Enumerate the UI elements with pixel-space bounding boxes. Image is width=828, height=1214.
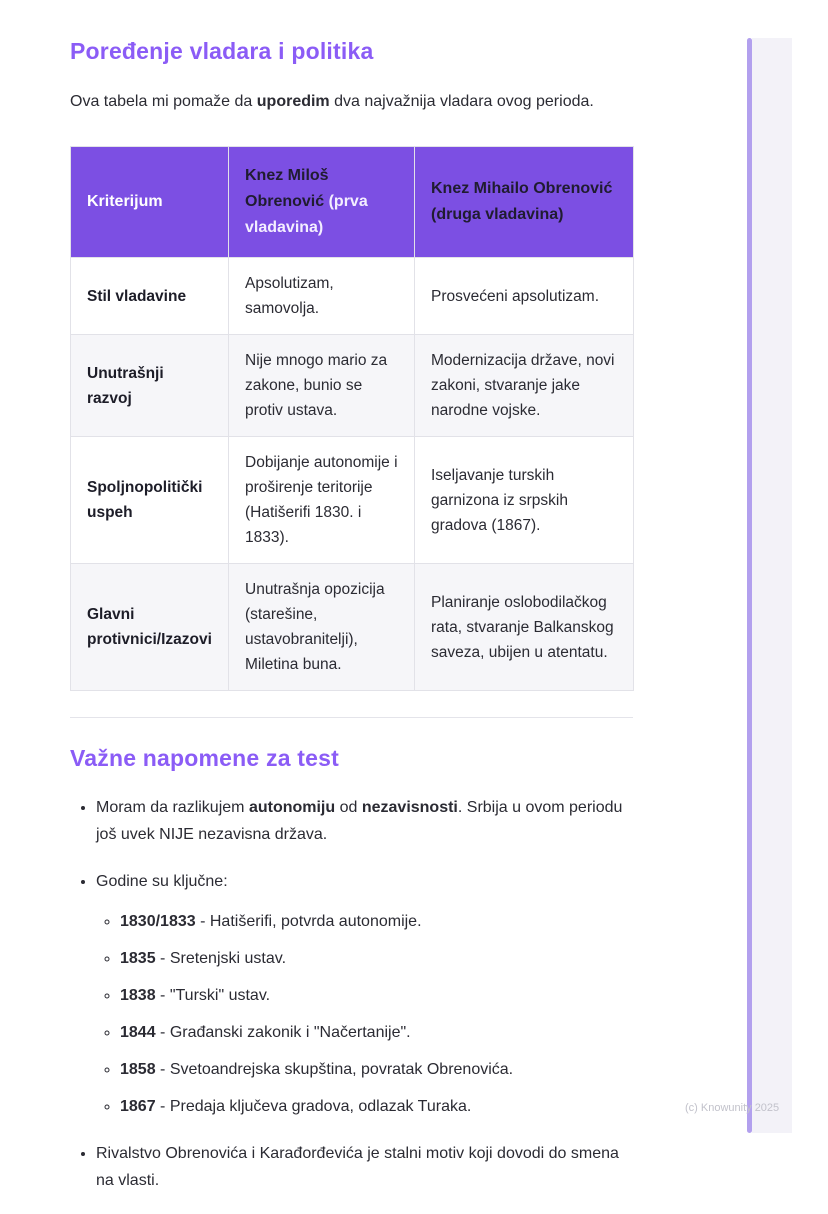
table-cell-milos: Unutrašnja opozicija (starešine, ustavobranitelji), Miletina buna. bbox=[229, 564, 415, 691]
notes-title: Važne napomene za test bbox=[70, 745, 339, 771]
list-item bbox=[120, 945, 630, 972]
year-label: 1830/1833 bbox=[120, 913, 196, 930]
list-item bbox=[120, 1056, 630, 1083]
table-cell-milos: Apsolutizam, samovolja. bbox=[229, 258, 415, 335]
document-content bbox=[70, 38, 725, 1214]
table-cell-milos: Nije mnogo mario za zakone, bunio se protiv ustava. bbox=[229, 335, 415, 437]
comparison-table bbox=[70, 146, 634, 691]
table-cell-mihailo: Iseljavanje turskih garnizona iz srpskih gradova (1867). bbox=[415, 437, 634, 564]
header-name: Knez Mihailo Obrenović bbox=[431, 180, 613, 197]
table-row bbox=[71, 564, 634, 691]
note-text: Moram da razlikujem bbox=[96, 799, 249, 816]
table-row bbox=[71, 335, 634, 437]
year-label: 1867 bbox=[120, 1098, 156, 1115]
page-title: Poređenje vladara i politika bbox=[70, 38, 374, 64]
list-item bbox=[120, 908, 630, 935]
table-header-row bbox=[71, 147, 634, 258]
list-item bbox=[120, 982, 630, 1009]
table-cell-criterion: Stil vladavine bbox=[71, 258, 229, 335]
table-header-milos bbox=[229, 147, 415, 258]
header-label: Kriterijum bbox=[87, 193, 163, 210]
list-item bbox=[120, 1093, 630, 1120]
year-text: - Predaja ključeva gradova, odlazak Turaka. bbox=[155, 1098, 472, 1115]
year-label: 1844 bbox=[120, 1024, 156, 1041]
years-sublist bbox=[96, 908, 630, 1120]
copyright-watermark: (c) Knowunity 2025 bbox=[685, 1102, 780, 1114]
table-cell-criterion: Spoljnopolitički uspeh bbox=[71, 437, 229, 564]
note-text: Rivalstvo Obrenovića i Karađorđevića je stalni motiv koji dovodi do smena na vlasti. bbox=[96, 1145, 619, 1189]
scrollbar-indicator[interactable] bbox=[747, 38, 752, 1133]
year-text: - Građanski zakonik i "Načertanije". bbox=[155, 1024, 411, 1041]
list-item bbox=[120, 1019, 630, 1046]
table-cell-milos: Dobijanje autonomije i proširenje teritorije (Hatišerifi 1830. i 1833). bbox=[229, 437, 415, 564]
year-text: - Hatišerifi, potvrda autonomije. bbox=[195, 913, 422, 930]
year-text: - "Turski" ustav. bbox=[155, 987, 271, 1004]
year-label: 1858 bbox=[120, 1061, 156, 1078]
note-text: od bbox=[335, 799, 362, 816]
intro-bold-text: uporedim bbox=[256, 93, 330, 110]
table-cell-mihailo: Planiranje oslobodilačkog rata, stvaranje Balkanskog saveza, ubijen u atentatu. bbox=[415, 564, 634, 691]
table-cell-mihailo: Prosvećeni apsolutizam. bbox=[415, 258, 634, 335]
notes-list bbox=[70, 794, 630, 1194]
table-cell-criterion: Unutrašnji razvoj bbox=[71, 335, 229, 437]
list-item bbox=[96, 868, 630, 1120]
note-bold-text: nezavisnosti bbox=[361, 799, 458, 816]
table-header-kriterijum bbox=[71, 147, 229, 258]
year-label: 1838 bbox=[120, 987, 156, 1004]
header-name: Knez Miloš Obrenović bbox=[245, 167, 329, 210]
header-suffix: (druga vladavina) bbox=[431, 206, 564, 223]
intro-paragraph bbox=[70, 90, 725, 114]
table-cell-mihailo: Modernizacija države, novi zakoni, stvaranje jake narodne vojske. bbox=[415, 335, 634, 437]
table-row bbox=[71, 258, 634, 335]
page-margin-strip bbox=[752, 38, 792, 1133]
year-text: - Svetoandrejska skupština, povratak Obrenovića. bbox=[155, 1061, 514, 1078]
year-label: 1835 bbox=[120, 950, 156, 967]
note-text: . Srbija u ovom periodu još uvek NIJE nezavisna država. bbox=[96, 799, 623, 843]
intro-text: Ova tabela mi pomaže da bbox=[70, 93, 257, 110]
note-text: Godine su ključne: bbox=[96, 873, 228, 890]
list-item bbox=[96, 794, 630, 848]
header-suffix: (prva vladavina) bbox=[245, 193, 368, 236]
list-item bbox=[96, 1140, 630, 1194]
table-header-mihailo bbox=[415, 147, 634, 258]
table-cell-criterion: Glavni protivnici/Izazovi bbox=[71, 564, 229, 691]
note-bold-text: autonomiju bbox=[248, 799, 336, 816]
year-text: - Sretenjski ustav. bbox=[155, 950, 287, 967]
table-row bbox=[71, 437, 634, 564]
section-divider bbox=[70, 717, 633, 718]
intro-text: dva najvažnija vladara ovog perioda. bbox=[329, 93, 594, 110]
